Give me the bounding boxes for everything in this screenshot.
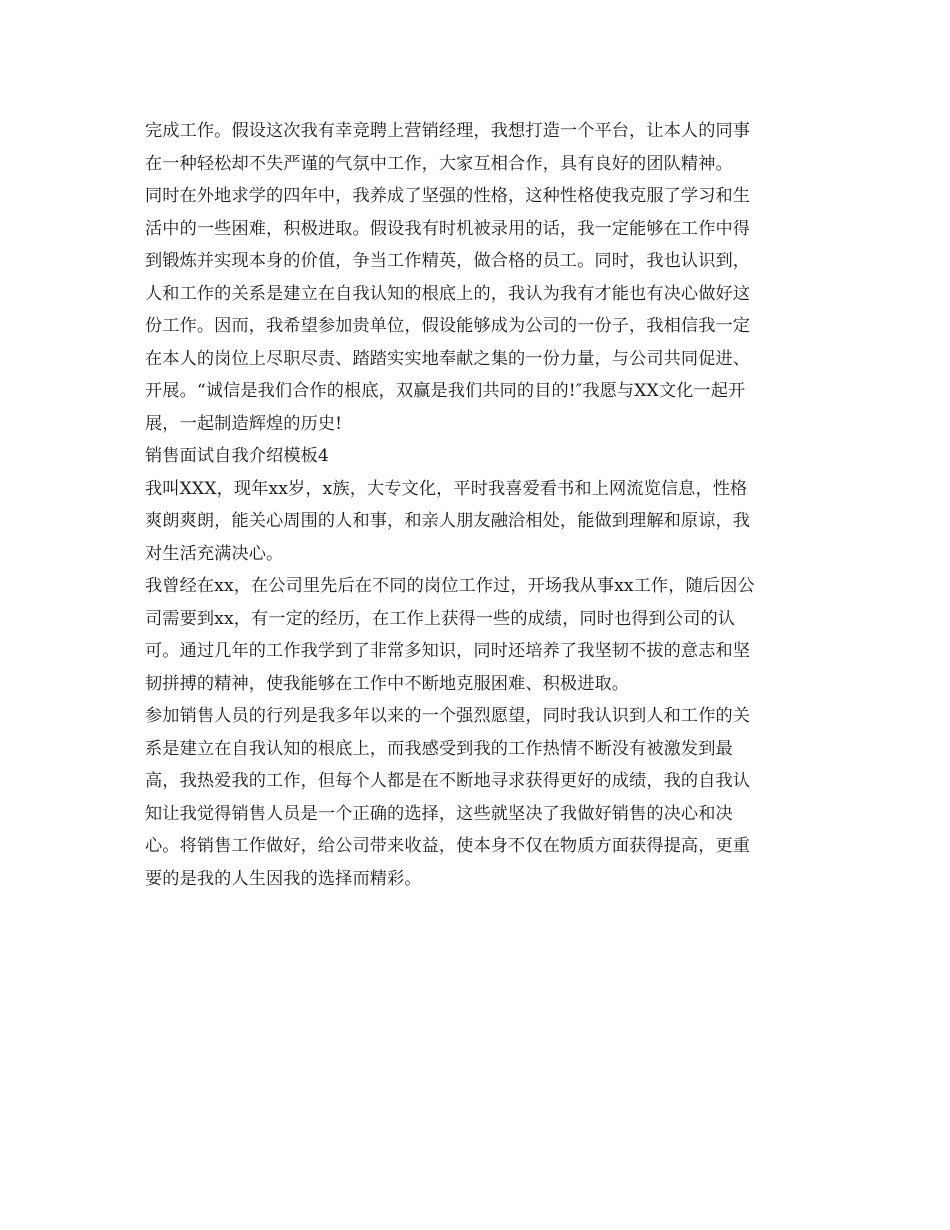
text-line: 对生活充满决心。 (145, 543, 284, 564)
text-line: 开展。“诚信是我们合作的根底，双赢是我们共同的目的!″我愿与XX文化一起开 (145, 381, 746, 401)
text-line: 在本人的岗位上尽职尽责、踏踏实实地奉献之集的一份力量，与公司共同促进、 (145, 348, 751, 369)
text-line: 韧拼搏的精神，使我能够在工作中不断地克服困难、积极进取。 (145, 673, 630, 694)
text-line: 高，我热爱我的工作，但每个人都是在不断地寻求获得更好的成绩，我的自我认 (145, 771, 751, 791)
document-body (145, 115, 810, 895)
text-line: 活中的一些困难，积极进取。假设我有时机被录用的话，我一定能够在工作中得 (145, 218, 751, 239)
text-line: 同时在外地求学的四年中，我养成了坚强的性格，这种性格使我克服了学习和生 (145, 186, 751, 206)
text-line: 可。通过几年的工作我学到了非常多知识，同时还培养了我坚韧不拔的意志和坚 (145, 641, 751, 661)
text-line: 份工作。因而，我希望参加贵单位，假设能够成为公司的一份子，我相信我一定 (145, 316, 751, 336)
text-line: 知让我觉得销售人员是一个正确的选择，这些就坚决了我做好销售的决心和决 (145, 803, 733, 824)
text-line: 参加销售人员的行列是我多年以来的一个强烈愿望，同时我认识到人和工作的关 (145, 706, 751, 726)
text-line: 人和工作的关系是建立在自我认知的根底上的，我认为我有才能也有决心做好这 (145, 283, 751, 304)
text-line: 爽朗爽朗，能关心周围的人和事，和亲人朋友融洽相处，能做到理解和原谅，我 (145, 511, 751, 531)
text-line: 我曾经在xx，在公司里先后在不同的岗位工作过，开场我从事xx工作，随后因公 (145, 576, 755, 596)
text-line: 展，一起制造辉煌的历史! (145, 413, 343, 434)
text-line: 司需要到xx，有一定的经历，在工作上获得一些的成绩，同时也得到公司的认 (145, 608, 736, 629)
text-line: 心。将销售工作做好，给公司带来收益，使本身不仅在物质方面获得提高，更重 (145, 836, 751, 856)
section-heading: 销售面试自我介绍模板4 (145, 446, 329, 466)
text-line: 完成工作。假设这次我有幸竞聘上营销经理，我想打造一个平台，让本人的同事 (145, 121, 751, 141)
text-line: 系是建立在自我认知的根底上，而我感受到我的工作热情不断没有被激发到最 (145, 738, 733, 759)
text-line: 到锻炼并实现本身的价值，争当工作精英，做合格的员工。同时，我也认识到， (145, 251, 751, 271)
text-line: 我叫XXX，现年xx岁，x族，大专文化，平时我喜爱看书和上网流览信息，性格 (145, 478, 748, 499)
text-line: 要的是我的人生因我的选择而精彩。 (145, 868, 422, 889)
text-line: 在一种轻松却不失严谨的气氛中工作，大家互相合作，具有良好的团队精神。 (145, 153, 733, 174)
